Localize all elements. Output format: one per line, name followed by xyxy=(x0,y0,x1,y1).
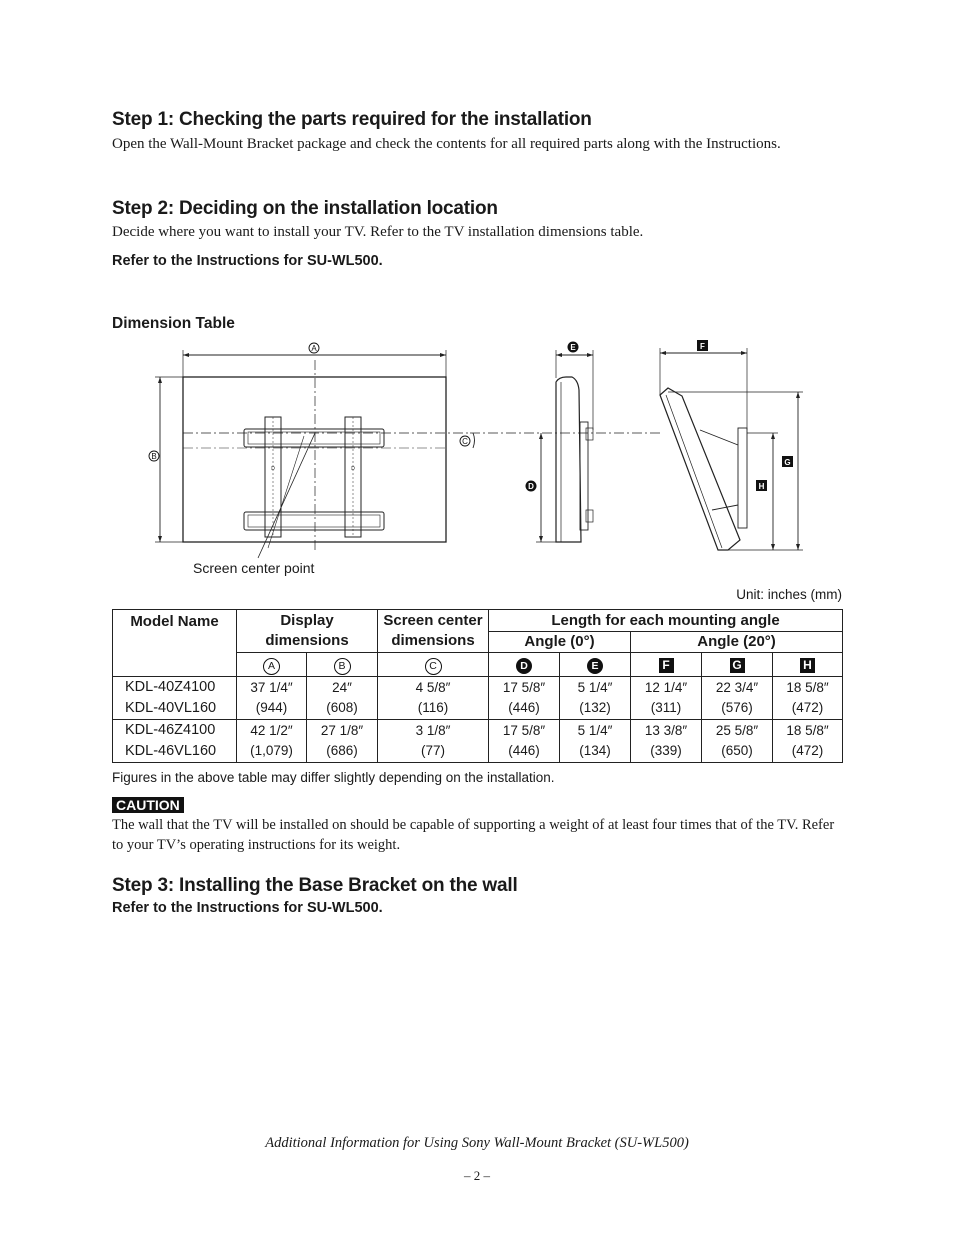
value-cell xyxy=(489,720,560,763)
model-name: KDL-40VL160 xyxy=(125,700,217,716)
col-screen-center: Screen center dimensions xyxy=(378,610,489,653)
value-mm: (446) xyxy=(508,743,540,758)
bracket-mark-right: D xyxy=(351,466,355,472)
value-cell xyxy=(702,720,773,763)
value-cell xyxy=(237,720,307,763)
letter-a-cell xyxy=(237,653,307,677)
value-cell xyxy=(702,677,773,720)
letter-c-cell xyxy=(378,653,489,677)
figure-label-e: E xyxy=(570,343,576,352)
value-inch: 37 1/4″ xyxy=(250,680,293,695)
letter-c: C xyxy=(425,658,442,675)
dimension-table-title: Dimension Table xyxy=(112,315,235,332)
letter-f: F xyxy=(659,658,674,673)
value-mm: (446) xyxy=(508,700,540,715)
caution-badge-wrap xyxy=(112,797,184,815)
letter-g: G xyxy=(730,658,745,673)
table-row xyxy=(113,677,843,720)
value-inch: 5 1/4″ xyxy=(577,680,613,695)
step2-refer: Refer to the Instructions for SU-WL500. xyxy=(112,253,383,269)
page-number: – 2 – xyxy=(464,1168,490,1183)
value-inch: 25 5/8″ xyxy=(715,723,759,738)
step3-refer: Refer to the Instructions for SU-WL500. xyxy=(112,900,383,916)
letter-g-cell xyxy=(702,653,773,677)
value-cell xyxy=(560,677,631,720)
letter-h-cell xyxy=(773,653,843,677)
table-note: Figures in the above table may differ slightly depending on the installation. xyxy=(112,770,555,785)
model-name: KDL-40Z4100 xyxy=(125,679,216,695)
letter-e-cell xyxy=(560,653,631,677)
figure-label-d: D xyxy=(528,482,534,491)
value-cell xyxy=(631,677,702,720)
model-name: KDL-46VL160 xyxy=(125,743,217,759)
letter-b: B xyxy=(334,658,351,675)
figure-label-h: H xyxy=(758,482,765,491)
value-inch: 18 5/8″ xyxy=(786,680,829,695)
value-mm: (650) xyxy=(721,743,753,758)
col-model-name: Model Name xyxy=(113,610,237,677)
value-cell xyxy=(307,677,378,720)
value-inch: 24″ xyxy=(332,680,352,695)
bracket-mark-left: D xyxy=(271,466,275,472)
col-angle0: Angle (0°) xyxy=(489,632,631,653)
letter-h: H xyxy=(800,658,815,673)
caution-badge: CAUTION xyxy=(112,797,184,813)
dimension-figure xyxy=(140,335,840,580)
step2-heading: Step 2: Deciding on the installation location xyxy=(112,198,498,219)
value-mm: (311) xyxy=(650,700,682,715)
value-mm: (1,079) xyxy=(250,743,293,758)
step2-text: Decide where you want to install your TV. Refer to the TV installation dimensions table. xyxy=(112,224,644,240)
model-name: KDL-46Z4100 xyxy=(125,722,216,738)
step1-heading: Step 1: Checking the parts required for the installation xyxy=(112,109,592,130)
letter-d-cell xyxy=(489,653,560,677)
table-row xyxy=(113,720,843,763)
col-length: Length for each mounting angle xyxy=(489,610,843,632)
value-cell xyxy=(631,720,702,763)
figure-label-f: F xyxy=(700,342,705,351)
screen-center-label: Screen center point xyxy=(193,560,315,576)
value-mm: (77) xyxy=(420,743,445,758)
value-inch: 4 5/8″ xyxy=(415,680,451,695)
value-mm: (944) xyxy=(255,700,288,715)
value-cell xyxy=(773,720,843,763)
value-mm: (339) xyxy=(650,743,682,758)
value-cell xyxy=(489,677,560,720)
value-inch: 3 1/8″ xyxy=(415,723,451,738)
value-inch: 13 3/8″ xyxy=(644,723,688,738)
letter-a: A xyxy=(263,658,280,675)
value-mm: (116) xyxy=(417,700,449,715)
value-inch: 27 1/8″ xyxy=(320,723,364,738)
value-mm: (134) xyxy=(579,743,611,758)
value-cell xyxy=(560,720,631,763)
value-inch: 12 1/4″ xyxy=(644,680,688,695)
value-mm: (132) xyxy=(579,700,611,715)
figure-label-c: C xyxy=(462,437,468,446)
letter-e: E xyxy=(587,658,603,674)
value-mm: (472) xyxy=(791,743,824,758)
value-cell xyxy=(307,720,378,763)
figure-label-g: G xyxy=(784,458,791,467)
col-angle20: Angle (20°) xyxy=(631,632,843,653)
letter-d: D xyxy=(516,658,532,674)
model-cell xyxy=(113,677,237,720)
unit-label: Unit: inches (mm) xyxy=(736,587,842,602)
value-cell xyxy=(378,720,489,763)
value-inch: 22 3/4″ xyxy=(715,680,759,695)
letter-f-cell xyxy=(631,653,702,677)
tv-front-outline xyxy=(183,377,446,542)
letter-b-cell xyxy=(307,653,378,677)
figure-label-a: A xyxy=(311,344,317,353)
value-mm: (576) xyxy=(721,700,753,715)
value-inch: 42 1/2″ xyxy=(250,723,293,738)
value-inch: 17 5/8″ xyxy=(502,680,546,695)
figure-label-b: B xyxy=(151,452,157,461)
value-cell xyxy=(378,677,489,720)
value-cell xyxy=(773,677,843,720)
value-mm: (608) xyxy=(326,700,358,715)
value-inch: 5 1/4″ xyxy=(577,723,613,738)
value-inch: 18 5/8″ xyxy=(786,723,829,738)
caution-text: The wall that the TV will be installed on should be capable of supporting a weight of at least four times that of the TV. Refer to your TV’s operating instructions for its weight. xyxy=(112,817,835,853)
value-mm: (686) xyxy=(326,743,358,758)
step1-text: Open the Wall-Mount Bracket package and check the contents for all required parts along with the Instructions. xyxy=(112,136,781,152)
col-display: Display dimensions xyxy=(237,610,378,653)
dimension-table xyxy=(112,609,843,763)
footer-title: Additional Information for Using Sony Wall-Mount Bracket (SU-WL500) xyxy=(265,1135,689,1151)
value-inch: 17 5/8″ xyxy=(502,723,546,738)
step3-heading: Step 3: Installing the Base Bracket on the wall xyxy=(112,875,518,896)
model-cell xyxy=(113,720,237,763)
value-mm: (472) xyxy=(791,700,824,715)
value-cell xyxy=(237,677,307,720)
